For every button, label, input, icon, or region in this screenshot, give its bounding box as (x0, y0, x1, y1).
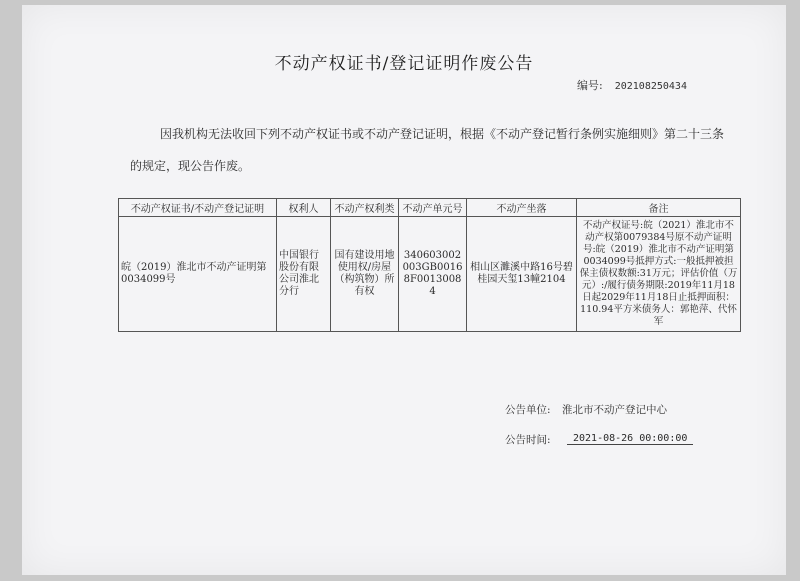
header-right-type: 不动产权利类 (331, 199, 399, 217)
footer-unit-value: 淮北市不动产登记中心 (562, 404, 667, 416)
cell-location: 相山区濉溪中路16号碧桂园天玺13幢2104 (467, 217, 577, 332)
document-title: 不动产权证书/登记证明作废公告 (274, 54, 534, 74)
footer-time-label: 公告时间: (505, 434, 551, 446)
header-unit-number: 不动产单元号 (399, 199, 467, 217)
serial-label: 编号: (577, 79, 603, 92)
document-sheet (22, 5, 786, 575)
header-holder: 权利人 (277, 199, 331, 217)
table-row (119, 217, 741, 332)
announcement-paragraph: 因我机构无法收回下列不动产权证书或不动产登记证明，根据《不动产登记暂行条例实施细则》第二十三条的规定，现公告作废。 (130, 127, 725, 173)
cell-right-type: 国有建设用地使用权/房屋（构筑物）所有权 (331, 217, 399, 332)
footer-unit-label: 公告单位: (505, 404, 551, 416)
footer-time-value: 2021-08-26 00:00:00 (567, 433, 693, 445)
header-remarks: 备注 (577, 199, 741, 217)
header-location: 不动产坐落 (467, 199, 577, 217)
table-header-row (119, 199, 741, 217)
cell-remarks: 不动产权证号:皖（2021）淮北市不动产权第0079384号原不动产证明号:皖（2019）淮北市不动产证明第0034099号抵押方式:一般抵押被担保主债权数额:31万元；评估价值（万元）:/履行债务期限:2019年11月18日起2029年11月18日止抵押面积：110.94平方米债务人：郭艳萍、代怀军 (577, 217, 741, 332)
serial-number (577, 77, 687, 93)
cell-holder: 中国银行股份有限公司淮北分行 (277, 217, 331, 332)
cell-certificate: 皖（2019）淮北市不动产证明第0034099号 (119, 217, 277, 332)
certificate-table (118, 198, 741, 332)
cell-unit-number: 340603002003GB00168F00130084 (399, 217, 467, 332)
header-certificate: 不动产权证书/不动产登记证明 (119, 199, 277, 217)
serial-value: 202108250434 (614, 81, 687, 92)
